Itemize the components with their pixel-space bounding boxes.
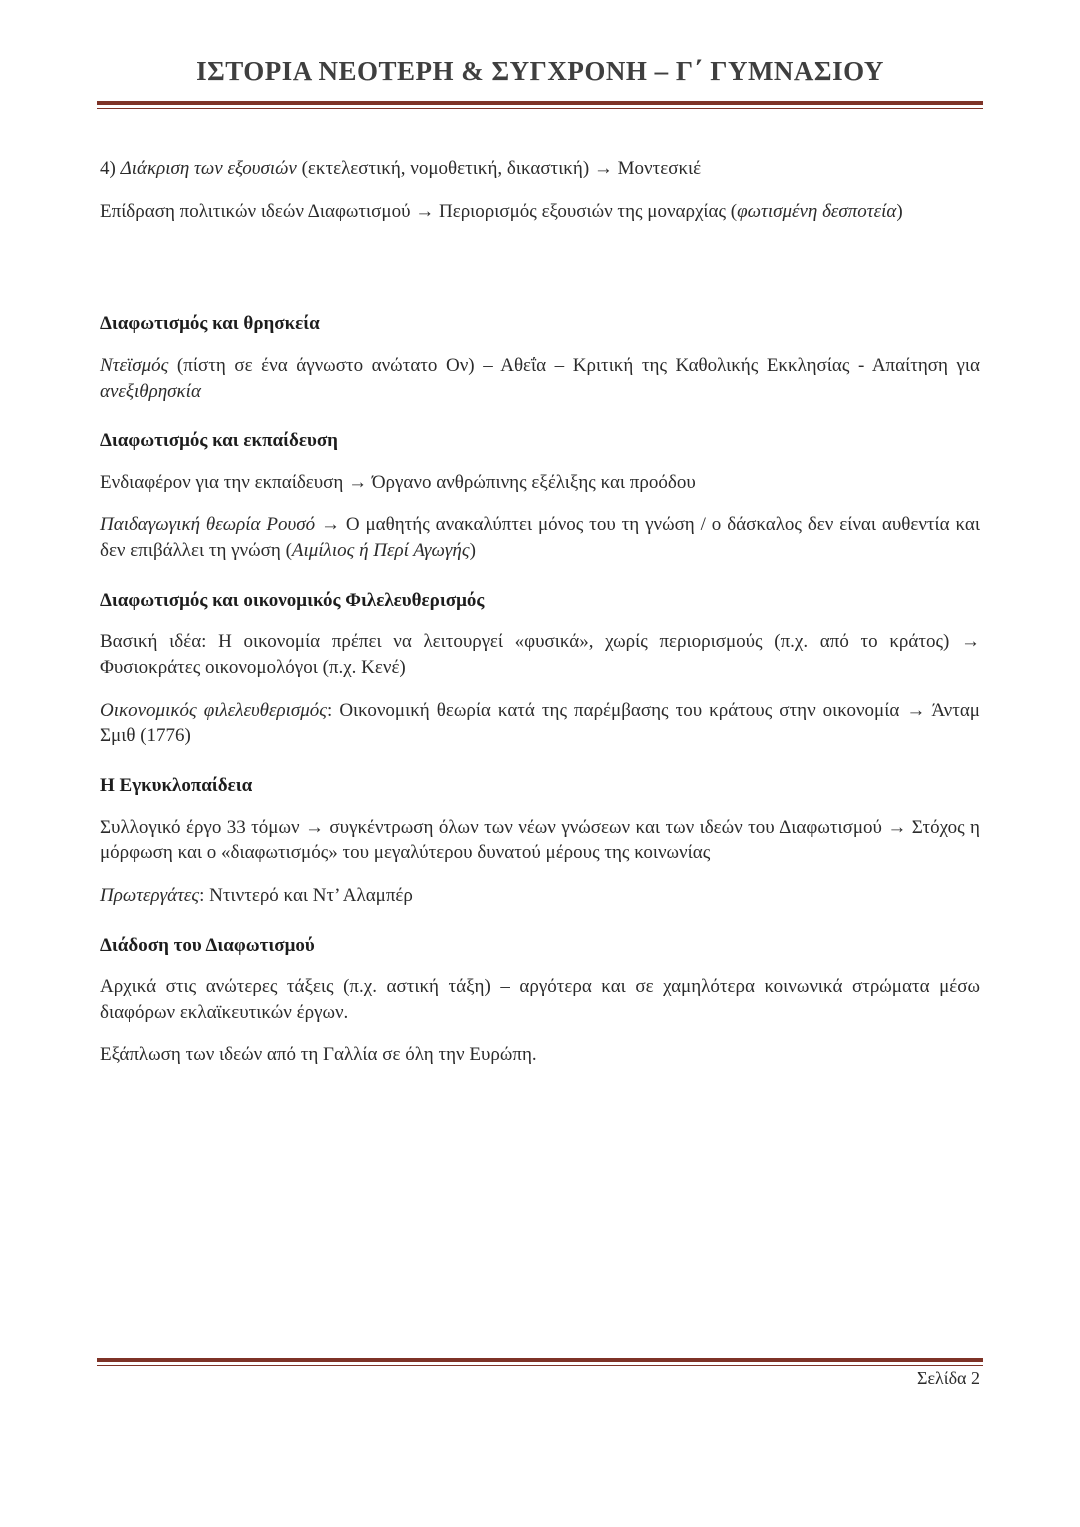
- text-run: Ντεϊσμός: [100, 354, 169, 376]
- paragraph: [100, 199, 980, 225]
- paragraph: [100, 974, 980, 1025]
- spacer: [100, 241, 980, 287]
- section-heading: [100, 773, 980, 799]
- text-run: Οικονομικός φιλελευθερισμός: [100, 699, 328, 721]
- text-run: Διαφωτισμός και εκπαίδευση: [100, 430, 338, 452]
- paragraph: [100, 883, 980, 909]
- paragraph: [100, 353, 980, 404]
- paragraph: [100, 698, 980, 749]
- text-run: Διάδοση του Διαφωτισμού: [100, 934, 315, 956]
- header-rule: [97, 101, 983, 109]
- section-heading: [100, 933, 980, 959]
- text-run: Συλλογικό έργο 33 τόμων → συγκέντρωση όλων των νέων γνώσεων και των ιδεών του Διαφωτισμού → Στόχος η μόρφωση και ο «διαφωτισμός» του μεγαλύτερου δυνατού μέρους της κοινωνίας: [100, 816, 980, 864]
- text-run: Βασική ιδέα: Η οικονομία πρέπει να λειτουργεί «φυσικά», χωρίς περιορισμούς (π.χ. από το κράτος) → Φυσιοκράτες οικονομολόγοι (π.χ. Κενέ): [100, 631, 980, 679]
- text-run: : Οικονομική θεωρία κατά της παρέμβασης του κράτους στην οικονομία → Άνταμ Σμιθ (1776): [100, 699, 980, 747]
- text-run: Παιδαγωγική θεωρία Ρουσό: [100, 514, 316, 536]
- section-heading: [100, 588, 980, 614]
- text-run: Διάκριση των εξουσιών: [120, 158, 297, 179]
- paragraph: [100, 512, 980, 563]
- text-run: Ενδιαφέρον για την εκπαίδευση → Όργανο ανθρώπινης εξέλιξης και προόδου: [100, 471, 696, 493]
- text-run: Αρχικά στις ανώτερες τάξεις (π.χ. αστική τάξη) – αργότερα και σε χαμηλότερα κοινωνικά στρώματα μέσω διαφόρων εκλαϊκευτικών έργων.: [100, 976, 980, 1023]
- paragraph: [100, 629, 980, 680]
- text-run: Εξάπλωση των ιδεών από τη Γαλλία σε όλη την Ευρώπη.: [100, 1044, 537, 1066]
- text-run: ανεξιθρησκία: [100, 380, 201, 402]
- text-run: Αιμίλιος ή Περί Αγωγής: [291, 540, 470, 562]
- text-run: → Ο μαθητής ανακαλύπτει μόνος του τη γνώση / ο δάσκαλος δεν είναι αυθεντία και δεν επιβάλλει τη γνώση (: [100, 514, 980, 562]
- paragraph: [100, 470, 980, 496]
- paragraph: [100, 1042, 980, 1068]
- text-run: : Ντιντερό και Ντ’ Αλαμπέρ: [199, 884, 413, 906]
- text-run: φωτισμένη δεσποτεία: [737, 200, 897, 222]
- text-run: (εκτελεστική, νομοθετική, δικαστική) → Μοντεσκιέ: [296, 158, 702, 179]
- text-run: Η Εγκυκλοπαίδεια: [100, 774, 253, 796]
- page-number: Σελίδα 2: [916, 1368, 980, 1388]
- footer-rule: [97, 1358, 983, 1366]
- text-run: ): [896, 200, 903, 222]
- paragraph: [100, 815, 980, 866]
- text-run: (πίστη σε ένα άγνωστο ανώτατο Ον) – Αθεΐα – Κριτική της Καθολικής Εκκλησίας - Απαίτηση για: [168, 354, 980, 376]
- document-header-title: ΙΣΤΟΡΙΑ ΝΕΟΤΕΡΗ & ΣΥΓΧΡΟΝΗ – Γ΄ ΓΥΜΝΑΣΙΟΥ: [196, 56, 884, 86]
- document-body: [100, 156, 980, 1085]
- paragraph: [100, 156, 980, 182]
- text-run: Επίδραση πολιτικών ιδεών Διαφωτισμού → Περιορισμός εξουσιών της μοναρχίας (: [100, 200, 738, 222]
- section-heading: [100, 311, 980, 337]
- text-run: Διαφωτισμός και θρησκεία: [100, 313, 320, 335]
- text-run: Διαφωτισμός και οικονομικός Φιλελευθερισμός: [100, 589, 485, 611]
- section-heading: [100, 428, 980, 454]
- text-run: 4): [100, 158, 121, 179]
- text-run: ): [469, 540, 476, 562]
- text-run: Πρωτεργάτες: [100, 884, 200, 906]
